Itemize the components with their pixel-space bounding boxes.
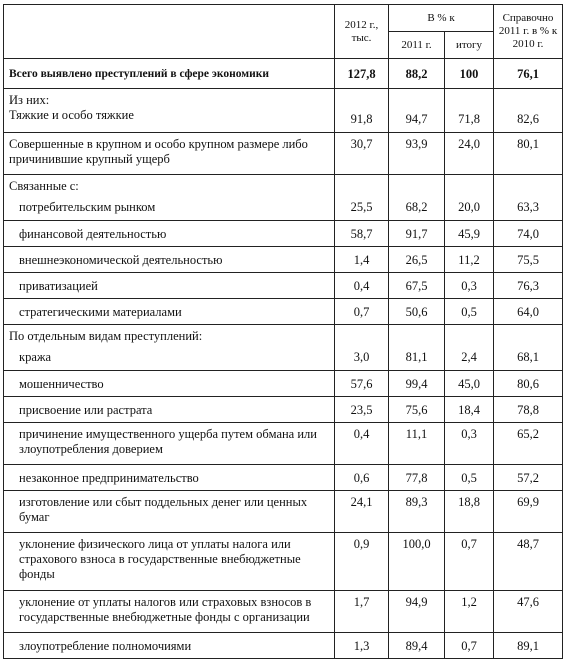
value-total: 45,0 (445, 371, 494, 397)
value-reference: 89,1 (494, 633, 563, 659)
row-label: уклонение от уплаты налогов или страховых взносов в государственные внебюджетные фонды с организации (19, 595, 312, 624)
value-2012: 0,6 (335, 465, 389, 491)
value-2012: 91,8 (335, 89, 389, 133)
row-label: присвоение или растрата (19, 403, 153, 417)
value-reference: 80,1 (494, 133, 563, 175)
row-label-cell (4, 299, 335, 325)
value-2012: 1,4 (335, 247, 389, 273)
value-total: 24,0 (445, 133, 494, 175)
value-2012: 0,4 (335, 423, 389, 465)
row-label-cell (4, 247, 335, 273)
value-2011: 68,2 (389, 175, 445, 221)
value-reference: 80,6 (494, 371, 563, 397)
value-total: 0,7 (445, 533, 494, 591)
value-2012: 3,0 (335, 325, 389, 371)
row-label: уклонение физического лица от уплаты налога или страхового взноса в государственные внебюджетные фонды (19, 537, 301, 581)
row-label-cell (4, 221, 335, 247)
value-reference: 76,1 (494, 59, 563, 89)
row-label: причинение имущественного ущерба путем обмана или злоупотребления доверием (19, 427, 317, 456)
value-2011: 26,5 (389, 247, 445, 273)
table-row (4, 423, 563, 465)
value-total: 0,7 (445, 633, 494, 659)
group-heading: Из них: (9, 93, 50, 107)
table-row (4, 273, 563, 299)
value-reference: 68,1 (494, 325, 563, 371)
value-total: 2,4 (445, 325, 494, 371)
value-2012: 127,8 (335, 59, 389, 89)
value-2011: 100,0 (389, 533, 445, 591)
value-reference: 57,2 (494, 465, 563, 491)
row-label-cell (4, 175, 335, 221)
table-row (4, 221, 563, 247)
header-pct-group: В % к (389, 5, 494, 32)
value-reference: 48,7 (494, 533, 563, 591)
row-label: мошенничество (19, 377, 104, 391)
value-reference: 75,5 (494, 247, 563, 273)
row-label-cell (4, 371, 335, 397)
row-label: финансовой деятельностью (19, 227, 167, 241)
value-total: 20,0 (445, 175, 494, 221)
row-label: злоупотребление полномочиями (19, 639, 192, 653)
value-total: 100 (445, 59, 494, 89)
value-2012: 1,7 (335, 591, 389, 633)
value-2012: 0,7 (335, 299, 389, 325)
row-label-cell (4, 397, 335, 423)
table-row (4, 591, 563, 633)
value-2011: 67,5 (389, 273, 445, 299)
table-row (4, 59, 563, 89)
value-2011: 81,1 (389, 325, 445, 371)
value-2012: 1,3 (335, 633, 389, 659)
value-2011: 50,6 (389, 299, 445, 325)
table-row (4, 371, 563, 397)
row-label: потребительским рынком (19, 200, 156, 214)
value-reference: 64,0 (494, 299, 563, 325)
table-row (4, 299, 563, 325)
value-2011: 89,4 (389, 633, 445, 659)
value-2012: 23,5 (335, 397, 389, 423)
group-heading: По отдельным видам преступлений: (9, 329, 203, 343)
group-heading: Связанные с: (9, 179, 79, 193)
value-2011: 77,8 (389, 465, 445, 491)
table-row (4, 633, 563, 659)
value-2012: 58,7 (335, 221, 389, 247)
value-2012: 30,7 (335, 133, 389, 175)
value-2012: 0,9 (335, 533, 389, 591)
value-2012: 24,1 (335, 491, 389, 533)
value-2011: 91,7 (389, 221, 445, 247)
value-reference: 78,8 (494, 397, 563, 423)
row-label-cell (4, 325, 335, 371)
value-reference: 63,3 (494, 175, 563, 221)
value-total: 18,4 (445, 397, 494, 423)
value-total: 11,2 (445, 247, 494, 273)
table-row (4, 465, 563, 491)
value-2011: 75,6 (389, 397, 445, 423)
table-row (4, 397, 563, 423)
table-row (4, 533, 563, 591)
value-reference: 76,3 (494, 273, 563, 299)
value-2011: 88,2 (389, 59, 445, 89)
row-label: изготовление или сбыт поддельных денег или ценных бумаг (19, 495, 308, 524)
table-row (4, 247, 563, 273)
row-label: кража (19, 350, 52, 364)
row-label: Тяжкие и особо тяжкие (9, 108, 134, 122)
value-2012: 25,5 (335, 175, 389, 221)
value-total: 0,3 (445, 273, 494, 299)
row-label-cell (4, 423, 335, 465)
row-label-cell (4, 591, 335, 633)
value-reference: 69,9 (494, 491, 563, 533)
value-total: 0,3 (445, 423, 494, 465)
row-label-cell (4, 491, 335, 533)
value-2011: 94,7 (389, 89, 445, 133)
value-2012: 0,4 (335, 273, 389, 299)
value-total: 18,8 (445, 491, 494, 533)
value-2011: 99,4 (389, 371, 445, 397)
value-2011: 94,9 (389, 591, 445, 633)
row-label-cell (4, 465, 335, 491)
value-total: 0,5 (445, 465, 494, 491)
header-2011: 2011 г. (389, 32, 445, 59)
value-reference: 47,6 (494, 591, 563, 633)
value-reference: 82,6 (494, 89, 563, 133)
crime-statistics-table (3, 4, 563, 659)
table-row (4, 325, 563, 371)
table-row (4, 89, 563, 133)
header-reference: Справочно 2011 г. в % к 2010 г. (494, 5, 563, 59)
value-reference: 74,0 (494, 221, 563, 247)
row-label-cell (4, 273, 335, 299)
header-blank-cell (4, 5, 335, 59)
value-total: 1,2 (445, 591, 494, 633)
table-row (4, 133, 563, 175)
row-label-cell (4, 533, 335, 591)
value-2011: 89,3 (389, 491, 445, 533)
row-label: приватизацией (19, 279, 98, 293)
value-total: 71,8 (445, 89, 494, 133)
value-total: 0,5 (445, 299, 494, 325)
table-row (4, 175, 563, 221)
value-2011: 11,1 (389, 423, 445, 465)
row-label: внешнеэкономической деятельностью (19, 253, 223, 267)
row-label-cell (4, 89, 335, 133)
header-total: итогу (445, 32, 494, 59)
row-label: незаконное предпринимательство (19, 471, 199, 485)
value-2011: 93,9 (389, 133, 445, 175)
row-label: Всего выявлено преступлений в сфере экономики (4, 59, 335, 89)
table-row (4, 491, 563, 533)
row-label: стратегическими материалами (19, 305, 182, 319)
value-reference: 65,2 (494, 423, 563, 465)
value-total: 45,9 (445, 221, 494, 247)
row-label: Совершенные в крупном и особо крупном размере либо причинившие крупный ущерб (4, 133, 335, 175)
value-2012: 57,6 (335, 371, 389, 397)
header-2012: 2012 г., тыс. (335, 5, 389, 59)
row-label-cell (4, 633, 335, 659)
